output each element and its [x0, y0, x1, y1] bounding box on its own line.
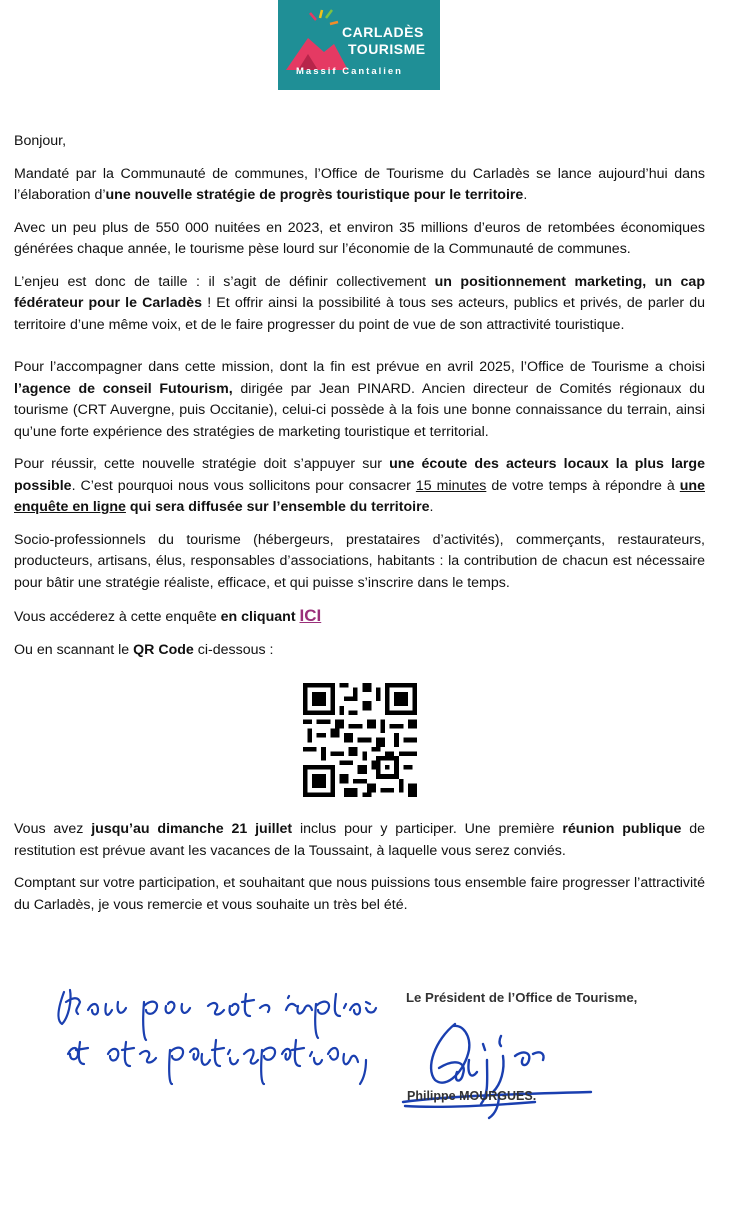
carlades-tourisme-logo — [278, 0, 440, 90]
text: Ou en scannant le — [14, 641, 134, 658]
survey-link[interactable]: ICI — [299, 606, 322, 625]
text: ! Et offrir ainsi la possibilité à tous ses acteurs, publics et privés, de parler du territoire d’une même voix, et de le faire progresser du point de vue de son attractivité touristique. — [14, 295, 706, 333]
text: Pour réussir, cette nouvelle stratégie doit s’appuyer sur — [14, 456, 390, 472]
text: . — [523, 187, 528, 203]
logo-line-3: Massif Cantalien — [296, 66, 403, 77]
bold-text: une écoute des acteurs locaux la plus large possible — [14, 456, 705, 494]
logo-line-2: TOURISME — [348, 41, 426, 57]
bold-text: jusqu’au dimanche 21 juillet — [91, 821, 293, 837]
text: inclus pour y participer. Une première — [292, 821, 563, 837]
logo-line-1: CARLADÈS — [342, 24, 424, 40]
qr-code-icon[interactable] — [303, 683, 417, 797]
handwritten-signature — [395, 1010, 595, 1120]
paragraph-access — [14, 605, 705, 629]
paragraph-mandate — [14, 164, 705, 207]
bold-text: réunion publique — [562, 821, 682, 837]
paragraph-audience: Socio-professionnels du tourisme (hébergeurs, prestataires d’activités), commerçants, restaurateurs, producteurs, artisans, élus, responsables d’associations, habitants : la contribution de chacun est nécessaire pour bâtir une stratégie réaliste, efficace, et qui puisse s’inscrire dans le temps. — [14, 531, 705, 591]
bold-text: QR Code — [133, 641, 194, 658]
paragraph-qr-intro — [14, 640, 705, 662]
bold-text: en cliquant — [220, 609, 296, 625]
paragraph-stakes — [14, 272, 705, 337]
online-survey-text: une enquête en ligne — [14, 477, 705, 515]
text: dirigée par Jean PINARD. Ancien directeur de Comités régionaux du tourisme (CRT Auvergne, puis Occitanie), celui-ci possède à la fois une bonne connaissance du terrain, ainsi qu’une forte expérience des stratégies de marketing touristique et territorial. — [14, 380, 705, 440]
bold-text: un positionnement marketing, un cap fédérateur pour le Carladès — [14, 273, 705, 311]
paragraph-figures: Avec un peu plus de 550 000 nuitées en 2023, et environ 35 millions d’euros de retombées économiques générées chaque année, le tourisme pèse lourd sur l’économie de la Communauté de communes. — [14, 219, 705, 257]
bold-text: qui sera diffusée sur l’ensemble du territoire — [125, 499, 430, 515]
paragraph-closing: Comptant sur votre participation, et souhaitant que nous puissions tous ensemble faire progresser l’attractivité du Carladès, je vous remercie et vous souhaite un très bel été. — [14, 875, 705, 913]
text: Mandaté par la Communauté de communes, l’Office de Tourisme du Carladès se lance aujourd’hui dans l’élaboration d’ — [14, 165, 705, 203]
greeting: Bonjour, — [14, 133, 67, 149]
handwritten-note — [48, 980, 378, 1090]
bold-text: une nouvelle stratégie de progrès touristique pour le territoire — [105, 187, 524, 203]
text: L’enjeu est donc de taille : il s’agit de définir collectivement — [14, 273, 435, 290]
text: ci-dessous : — [193, 641, 274, 658]
underlined-text: 15 minutes — [415, 477, 487, 494]
paragraph-survey — [14, 454, 705, 519]
bold-text: l’agence de conseil Futourism, — [14, 380, 233, 397]
paragraph-agency — [14, 357, 705, 443]
text: Pour l’accompagner dans cette mission, dont la fin est prévue en avril 2025, l’Office de Tourisme a choisi — [14, 359, 705, 375]
text: . C’est pourquoi nous vous sollicitons pour consacrer — [71, 477, 416, 494]
text: Vous accéderez à cette enquête — [14, 609, 221, 625]
letter-body — [14, 131, 705, 927]
signatory-name: Philippe MOURGUES. — [407, 1089, 537, 1103]
paragraph-deadline — [14, 819, 705, 862]
signatory-title: Le Président de l’Office de Tourisme, — [406, 990, 638, 1005]
text: de votre temps à répondre à — [486, 477, 680, 494]
text: Vous avez — [14, 821, 92, 837]
text: de restitution est prévue avant les vacances de la Toussaint, à laquelle vous serez conviés. — [14, 821, 705, 859]
text: . — [429, 499, 434, 515]
